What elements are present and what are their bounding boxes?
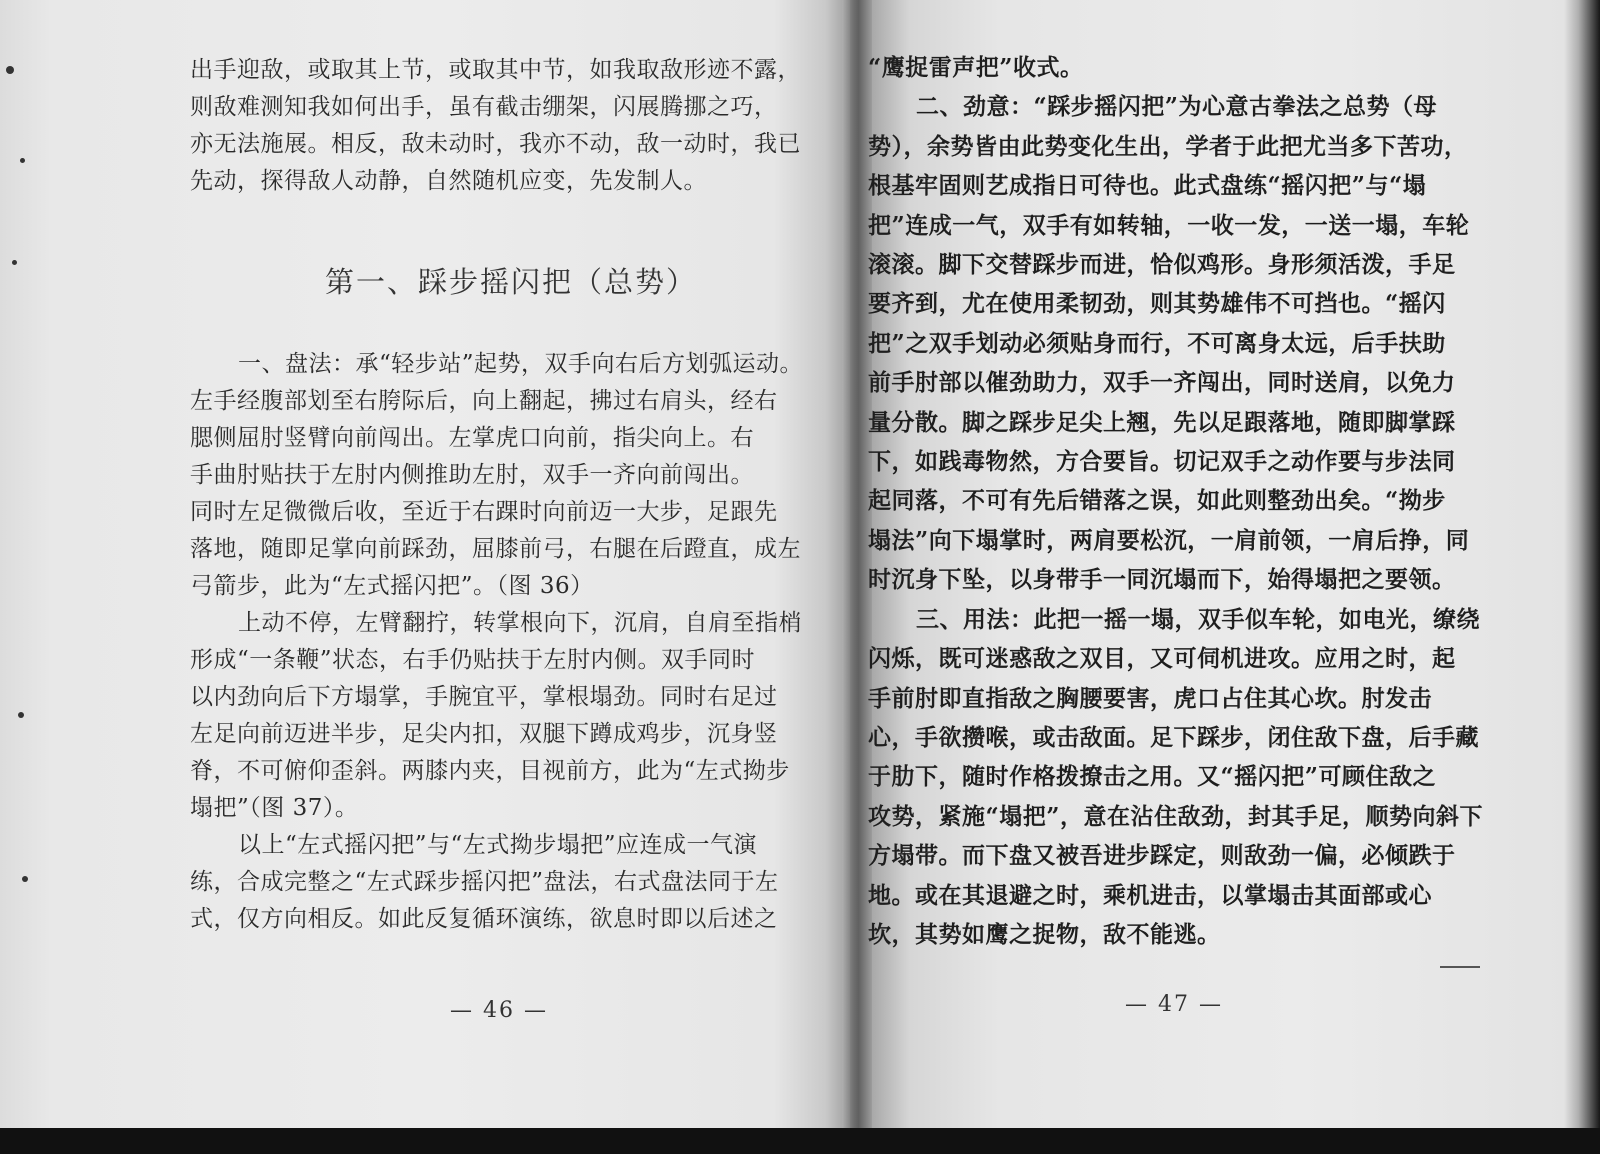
text-line: 腮侧屈肘竖臂向前闯出。左掌虎口向前，指尖向上。右 bbox=[190, 425, 754, 451]
text-line: 手前肘即直指敌之胸腰要害，虎口占住其心坎。肘发击 bbox=[868, 684, 1432, 712]
text-line: 手曲肘贴扶于左肘内侧推助左肘，双手一齐向前闯出。 bbox=[190, 462, 754, 488]
text-line: 上动不停，左臂翻拧，转掌根向下，沉肩，自肩至指梢 bbox=[238, 610, 802, 636]
text-line: 亦无法施展。相反，敌未动时，我亦不动，敌一动时，我已 bbox=[190, 131, 801, 157]
text-line: 同时左足微微后收，至近于右踝时向前迈一大步，足跟先 bbox=[190, 499, 778, 525]
text-line: 左足向前迈进半步，足尖内扣，双腿下蹲成鸡步，沉身竖 bbox=[190, 721, 778, 747]
text-line: 落地，随即足掌向前踩劲，屈膝前弓，右腿在后蹬直，成左 bbox=[190, 536, 801, 562]
text-line: 左手经腹部划至右胯际后，向上翻起，拂过右肩头，经右 bbox=[190, 388, 778, 414]
text-line: 势），余势皆由此势变化生出，学者于此把尤当多下苦功， bbox=[868, 132, 1468, 160]
text-line: 二、劲意：“踩步摇闪把”为心意古拳法之总势（母 bbox=[916, 93, 1437, 121]
text-line: 则敌难测知我如何出手，虽有截击绷架，闪展腾挪之巧， bbox=[190, 94, 778, 120]
text-line: 先动，探得敌人动静，自然随机应变，先发制人。 bbox=[190, 168, 707, 194]
text-line: 弓箭步，此为“左式摇闪把”。（图 36） bbox=[190, 573, 594, 599]
text-line: 起同落，不可有先后错落之误，如此则整劲出矣。“拗步 bbox=[868, 487, 1446, 515]
scan-border bbox=[0, 1128, 1600, 1154]
text-line: 塌法”向下塌掌时，两肩要松沉，一肩前领，一肩后挣，同 bbox=[868, 526, 1470, 554]
text-line: 坎，其势如鹰之捉物，敌不能逃。 bbox=[868, 920, 1221, 948]
text-line: 于肋下，随时作格拨撩击之用。又“摇闪把”可顾住敌之 bbox=[868, 763, 1436, 791]
text-line: 下，如践毒物然，方合要旨。切记双手之动作要与步法同 bbox=[868, 448, 1456, 476]
text-line: 式，仅方向相反。如此反复循环演练，欲息时即以后述之 bbox=[190, 906, 778, 932]
right-body-text bbox=[868, 48, 1498, 954]
text-line: 闪烁，既可迷惑敌之双目，又可伺机进攻。应用之时，起 bbox=[868, 645, 1456, 673]
text-line: 把”之双手划动必须贴身而行，不可离身太远，后手扶助 bbox=[868, 329, 1446, 357]
text-line: 以上“左式摇闪把”与“左式拗步塌把”应连成一气演 bbox=[238, 832, 758, 858]
text-line: 根基牢固则艺成指日可待也。此式盘练“摇闪把”与“塌 bbox=[868, 172, 1427, 200]
text-line: 前手肘部以催劲助力，双手一齐闯出，同时送肩，以免力 bbox=[868, 369, 1456, 397]
text-line: 要齐到，尤在使用柔韧劲，则其势雄伟不可挡也。“摇闪 bbox=[868, 290, 1446, 318]
punch-hole-mark bbox=[22, 876, 28, 882]
text-line: 滚滚。脚下交替踩步而进，恰似鸡形。身形须活泼，手足 bbox=[868, 251, 1456, 279]
page-number-left: — 46 — bbox=[450, 998, 548, 1023]
text-line: 地。或在其退避之时，乘机进击，以掌塌击其面部或心 bbox=[868, 881, 1432, 909]
text-line: 以内劲向后下方塌掌，手腕宜平，掌根塌劲。同时右足过 bbox=[190, 684, 778, 710]
text-line: 量分散。脚之踩步足尖上翘，先以足跟落地，随即脚掌踩 bbox=[868, 408, 1456, 436]
text-line: 把”连成一气，双手有如转轴，一收一发，一送一塌，车轮 bbox=[868, 211, 1470, 239]
punch-hole-mark bbox=[6, 66, 14, 74]
left-body-text bbox=[190, 346, 830, 938]
punch-hole-mark bbox=[20, 158, 25, 163]
page-number-right: — 47 — bbox=[1125, 992, 1223, 1017]
page-edge-shadow bbox=[1564, 0, 1600, 1154]
text-line: 出手迎敌，或取其上节，或取其中节，如我取敌形迹不露， bbox=[190, 57, 801, 83]
text-line: 心，手欲攒喉，或击敌面。足下踩步，闭住敌下盘，后手藏 bbox=[868, 723, 1479, 751]
text-line: 脊，不可俯仰歪斜。两膝内夹，目视前方，此为“左式拗步 bbox=[190, 758, 790, 784]
pencil-mark bbox=[1440, 966, 1480, 968]
left-intro-paragraph bbox=[190, 52, 830, 200]
punch-hole-mark bbox=[18, 712, 24, 718]
text-line: “鹰捉雷声把”收式。 bbox=[868, 54, 1084, 81]
text-line: 攻势，紧施“塌把”，意在沾住敌劲，封其手足，顺势向斜下 bbox=[868, 802, 1483, 830]
text-line: 形成“一条鞭”状态，右手仍贴扶于左肘内侧。双手同时 bbox=[190, 647, 756, 673]
text-line: 三、用法：此把一摇一塌，双手似车轮，如电光，缭绕 bbox=[916, 605, 1480, 633]
text-line: 练，合成完整之“左式踩步摇闪把”盘法，右式盘法同于左 bbox=[190, 869, 779, 895]
text-line: 塌把”（图 37）。 bbox=[190, 795, 359, 821]
text-line: 方塌带。而下盘又被吾进步踩定，则敌劲一偏，必倾跌于 bbox=[868, 842, 1456, 870]
punch-hole-mark bbox=[12, 260, 17, 265]
chapter-title: 第一、踩步摇闪把（总势） bbox=[325, 265, 698, 299]
text-line: 时沉身下坠，以身带手一同沉塌而下，始得塌把之要领。 bbox=[868, 566, 1456, 594]
text-line: 一、盘法：承“轻步站”起势，双手向右后方划弧运动。 bbox=[238, 351, 804, 377]
